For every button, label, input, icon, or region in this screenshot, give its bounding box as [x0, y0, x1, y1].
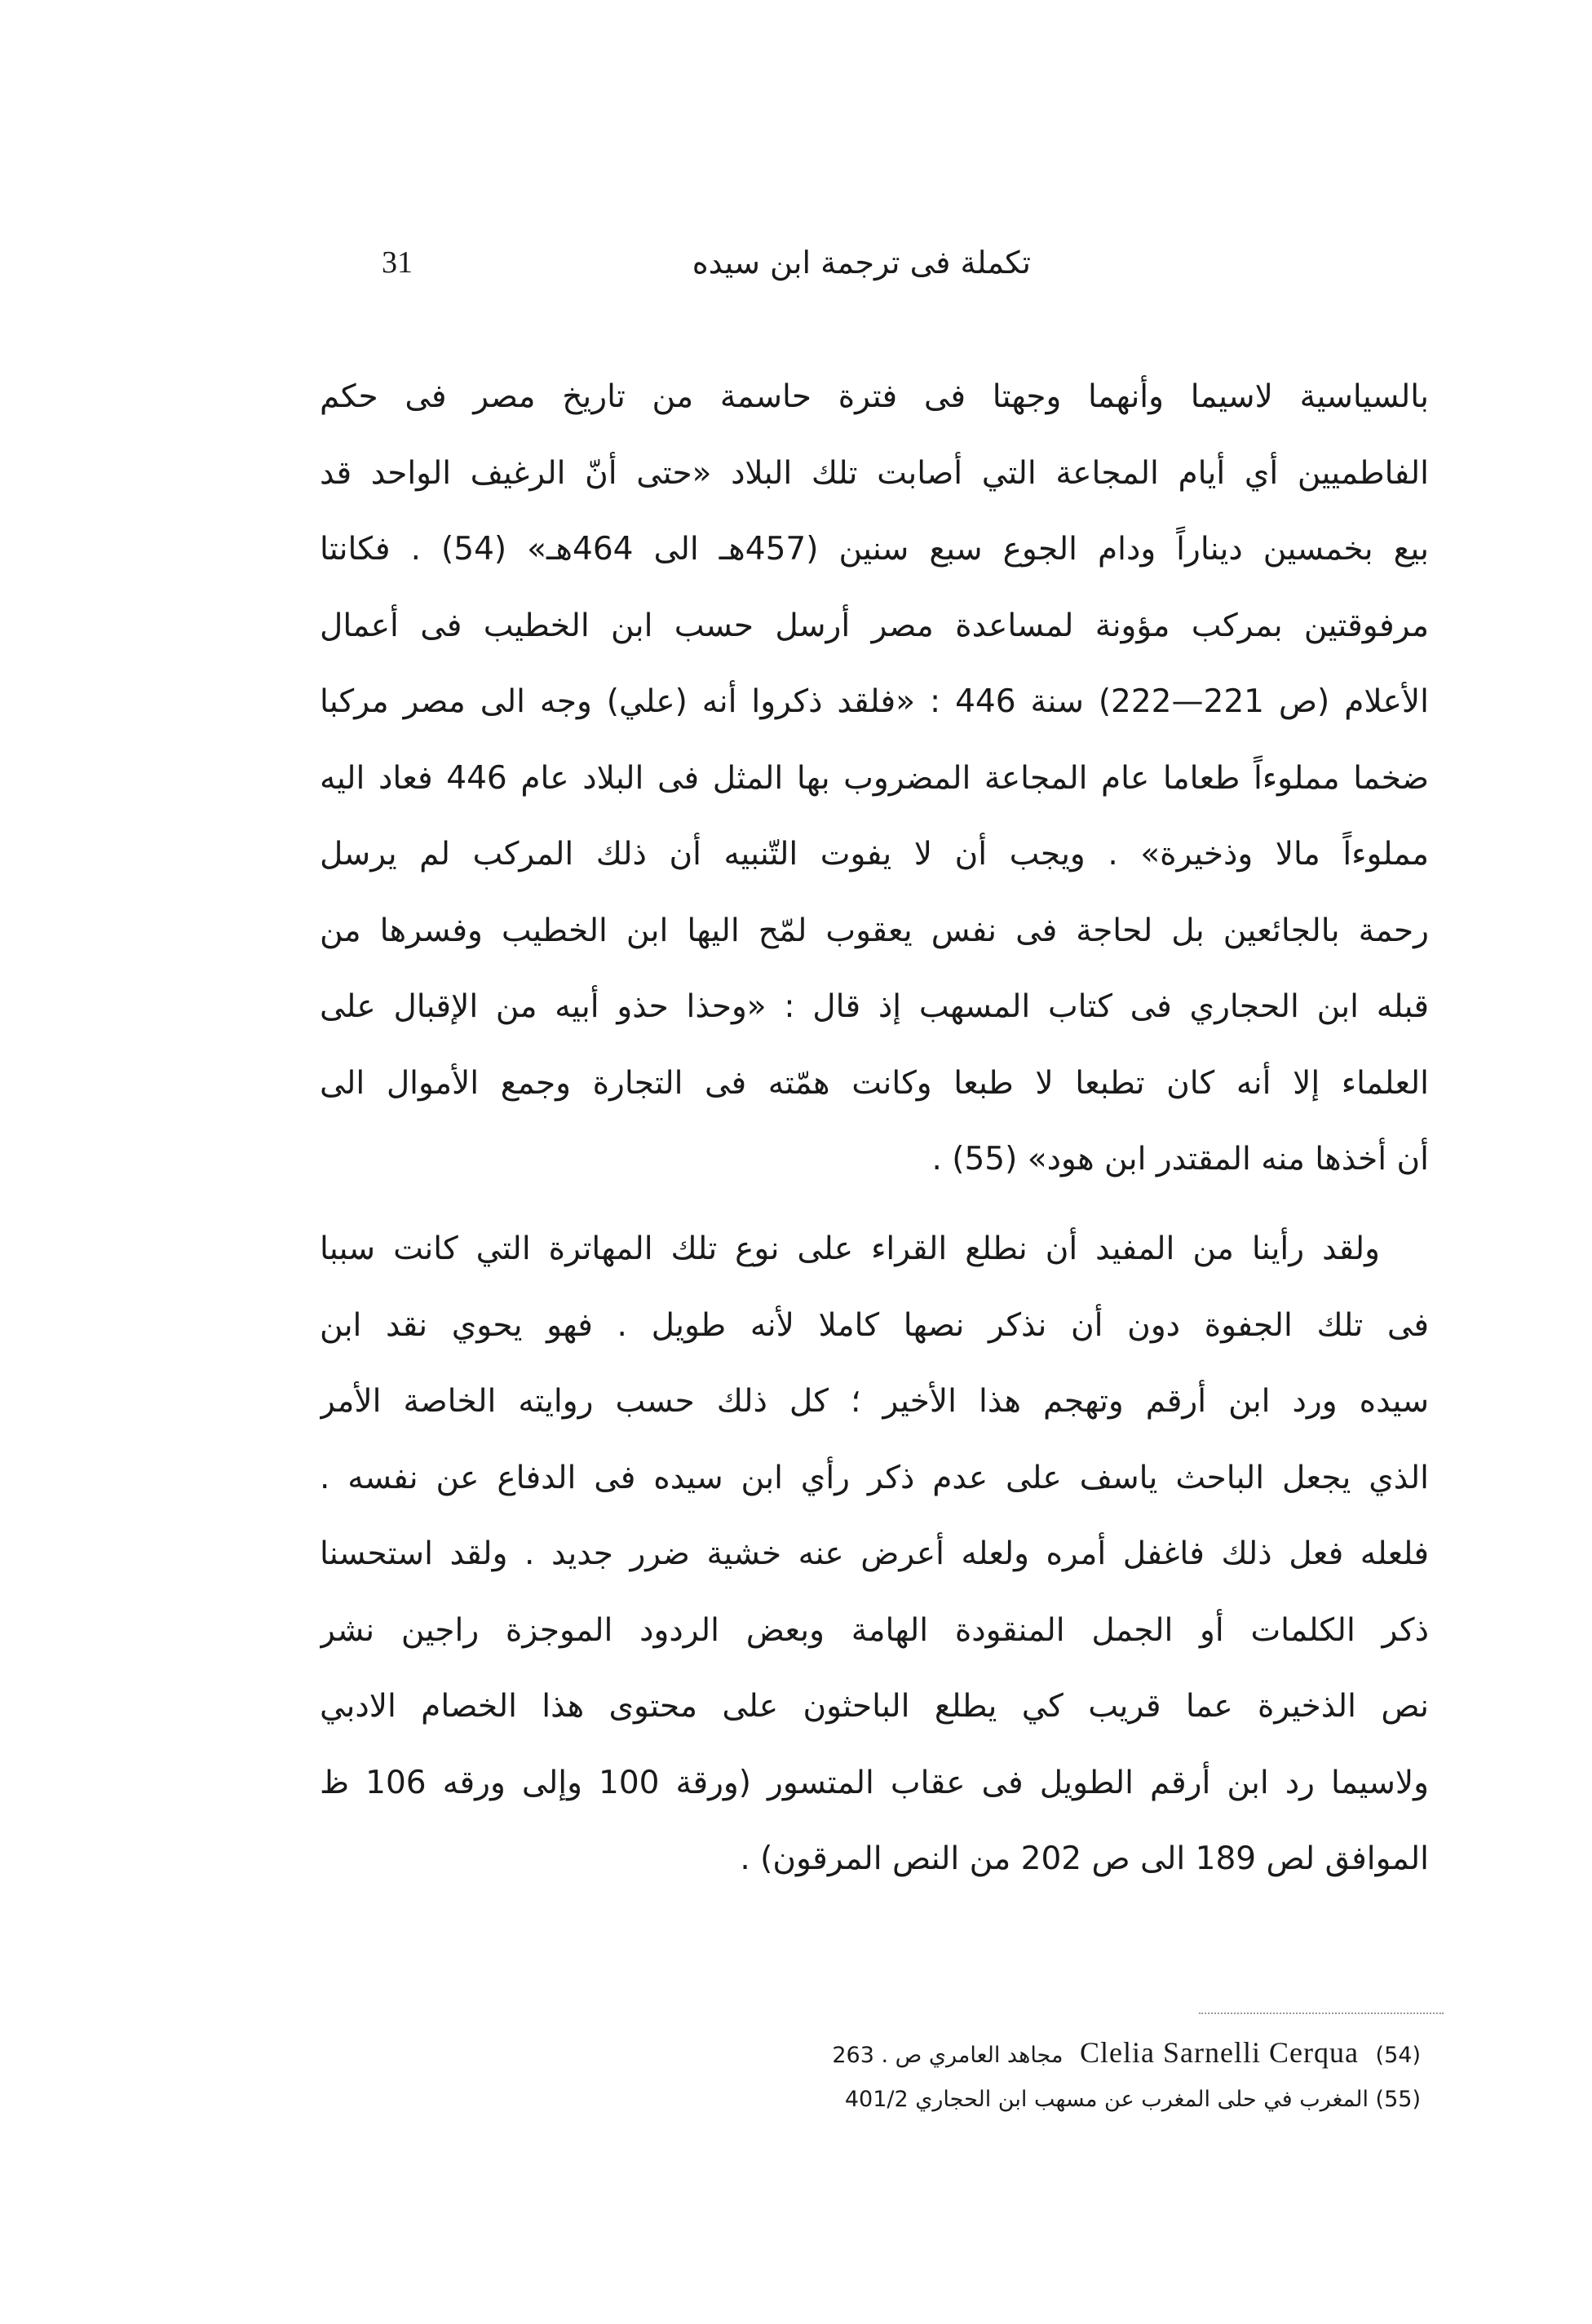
paragraph-1	[320, 359, 1429, 1198]
running-header: تكملة فى ترجمة ابن سيده	[692, 245, 1031, 281]
text-line: الذي يجعل الباحث ياسف على عدم ذكر رأي ابن سيده فى الدفاع عن نفسه .	[320, 1459, 1429, 1496]
footnote-54	[605, 2029, 1421, 2076]
text-line: مملوءاً مالا وذخيرة» . ويجب أن لا يفوت التّنبيه أن ذلك المركب لم يرسل	[320, 836, 1429, 873]
text-line: بالسياسية لاسيما وأنهما وجهتا فى فترة حاسمة من تاريخ مصر فى حكم	[320, 378, 1429, 415]
footnote-number: (54)	[1375, 2043, 1421, 2068]
text-line: قبله ابن الحجاري فى كتاب المسهب إذ قال : «وحذا حذو أبيه من الإقبال على	[320, 988, 1429, 1025]
paragraph-2	[320, 1211, 1429, 1898]
text-line: مرفوقتين بمركب مؤونة لمساعدة مصر أرسل حسب ابن الخطيب فى أعمال	[320, 607, 1429, 644]
text-line: العلماء إلا أنه كان تطبعا لا طبعا وكانت همّته فى التجارة وجمع الأموال الى	[320, 1064, 1429, 1102]
page-number: 31	[382, 245, 413, 280]
footnote-text: المغرب في حلى المغرب عن مسهب ابن الحجاري 401/2	[844, 2087, 1369, 2112]
text-line: بيع بخمسين ديناراً ودام الجوع سبع سنين (457هـ الى 464هـ» (54) . فكانتا	[320, 531, 1429, 568]
text-line: ولقد رأينا من المفيد أن نطلع القراء على نوع تلك المهاترة التي كانت سببا	[320, 1230, 1380, 1267]
text-line: سيده ورد ابن أرقم وتهجم هذا الأخير ؛ كل ذلك حسب روايته الخاصة الأمر	[320, 1383, 1429, 1420]
footnote-author: Clelia Sarnelli Cerqua	[1080, 2036, 1359, 2069]
text-line: الأعلام (ص 221—222) سنة 446 : «فلقد ذكروا أنه (علي) وجه الى مصر مركبا	[320, 683, 1429, 720]
text-line: فى تلك الجفوة دون أن نذكر نصها كاملا لأنه طويل . فهو يحوي نقد ابن	[320, 1306, 1429, 1344]
text-line: ولاسيما رد ابن أرقم الطويل فى عقاب المتسور (ورقة 100 وإلى ورقه 106 ظ	[320, 1764, 1429, 1801]
text-line: أن أخذها منه المقتدر ابن هود» (55) .	[931, 1141, 1429, 1177]
text-line: ذكر الكلمات أو الجمل المنقودة الهامة وبعض الردود الموجزة راجين نشر	[320, 1611, 1429, 1649]
text-line: رحمة بالجائعين بل لحاجة فى نفس يعقوب لمّح اليها ابن الخطيب وفسرها من	[320, 912, 1429, 949]
footnote-55	[605, 2076, 1421, 2123]
text-line: الموافق لص 189 الى ص 202 من النص المرقون) .	[740, 1840, 1429, 1877]
footnote-number: (55)	[1375, 2087, 1421, 2112]
footnote-divider	[1199, 2013, 1444, 2014]
text-line: ضخما مملوءاً طعاما عام المجاعة المضروب بها المثل فى البلاد عام 446 فعاد اليه	[320, 759, 1429, 797]
footnote-text: مجاهد العامري ص . 263	[832, 2043, 1064, 2068]
footnotes	[605, 2029, 1421, 2123]
text-line: نص الذخيرة عما قريب كي يطلع الباحثون على محتوى هذا الخصام الادبي	[320, 1688, 1429, 1725]
text-line: الفاطميين أي أيام المجاعة التي أصابت تلك البلاد «حتى أنّ الرغيف الواحد قد	[320, 454, 1429, 492]
text-line: فلعله فعل ذلك فاغفل أمره ولعله أعرض عنه خشية ضرر جديد . ولقد استحسنا	[320, 1535, 1429, 1572]
